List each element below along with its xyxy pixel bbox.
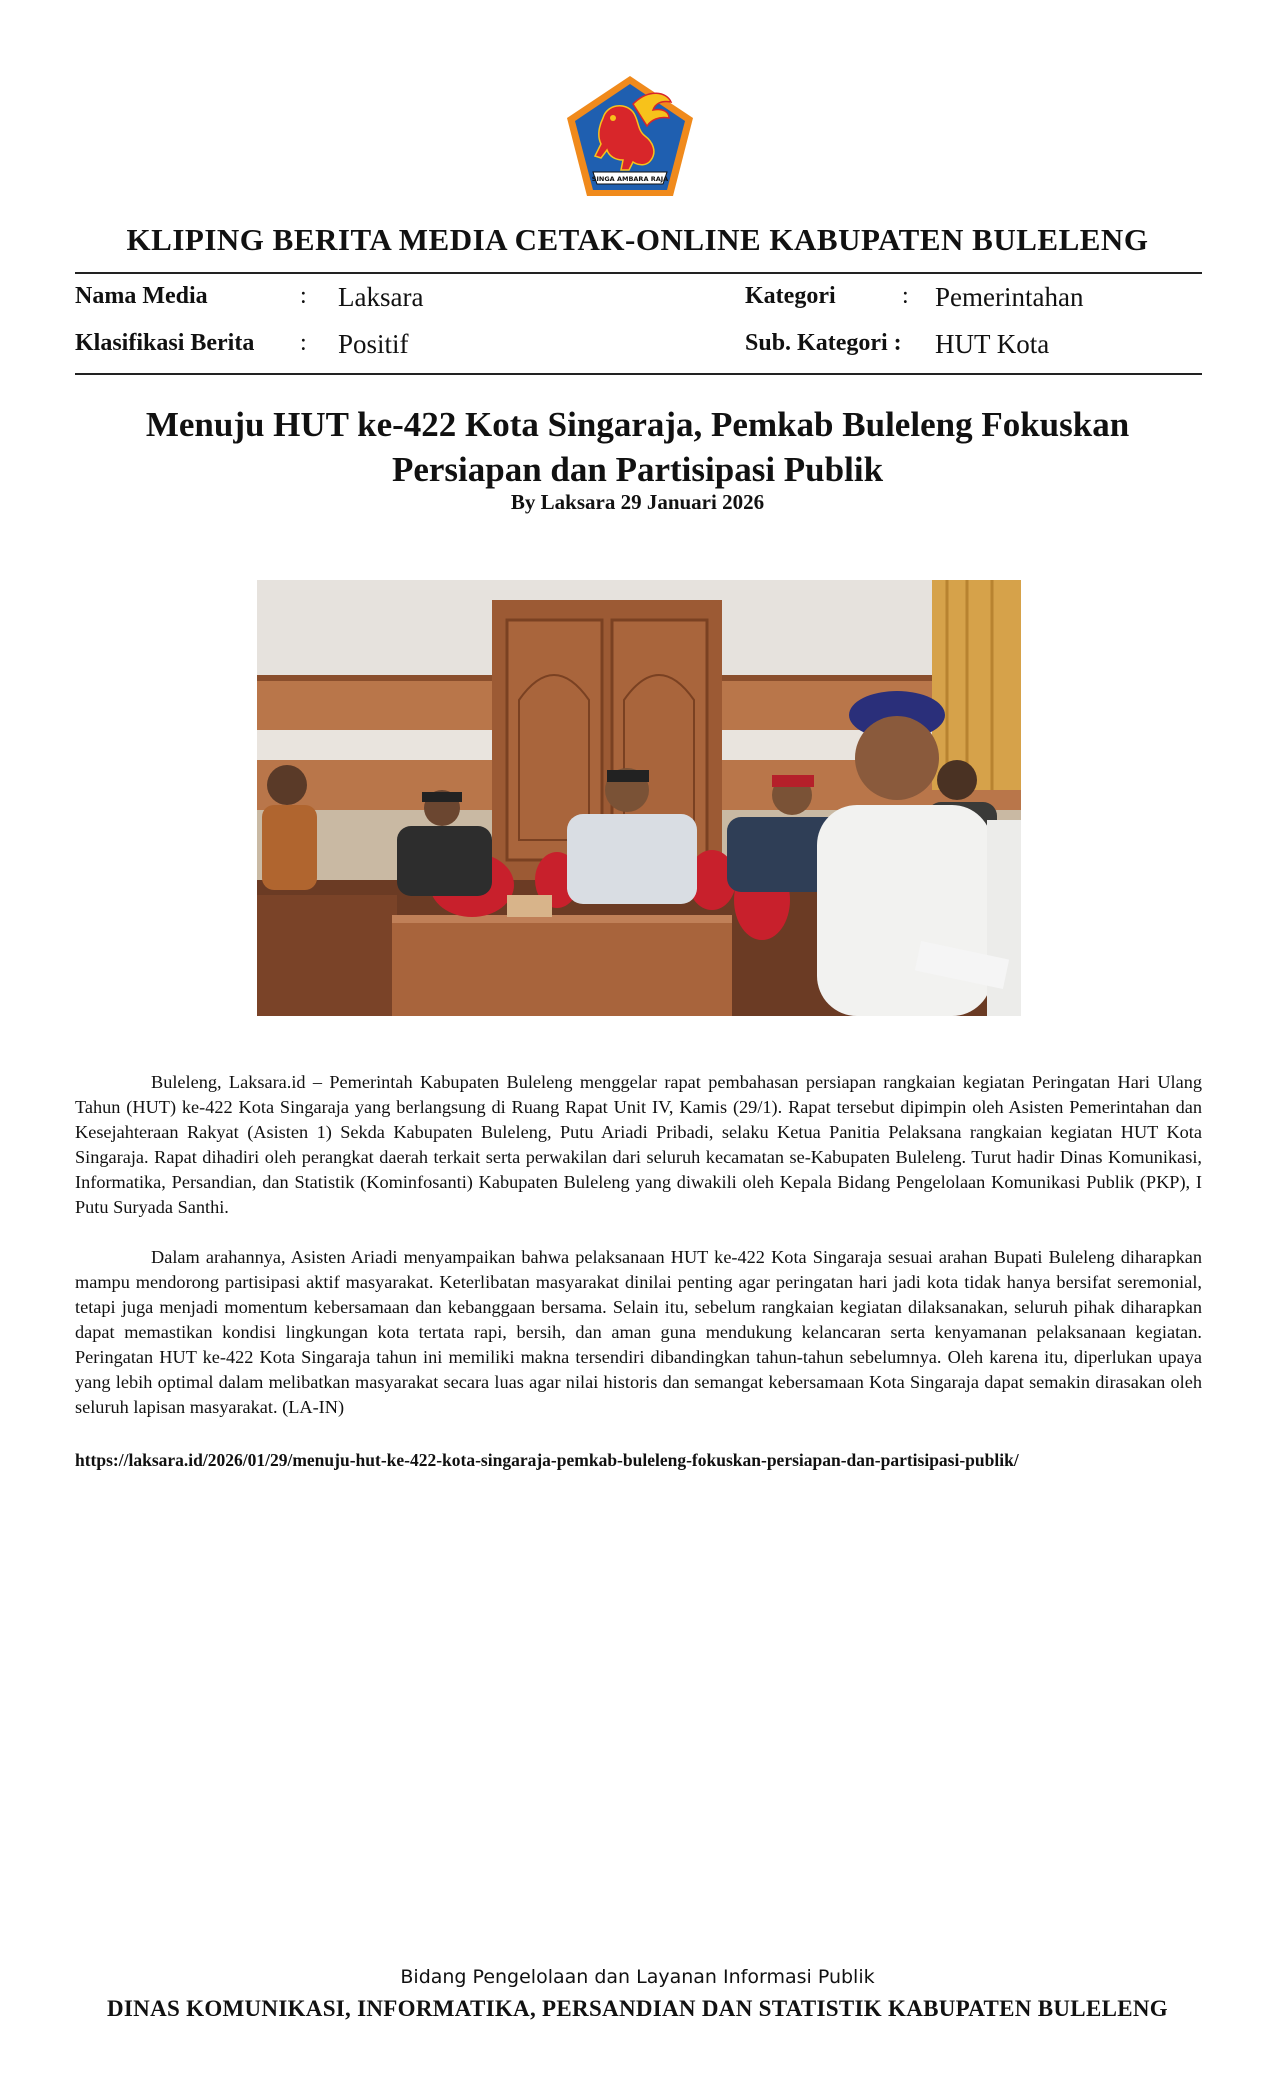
kategori-colon: : xyxy=(902,283,909,309)
buleleng-emblem-logo xyxy=(563,74,697,200)
headline-line-1: Menuju HUT ke-422 Kota Singaraja, Pemkab Buleleng Fokuskan xyxy=(145,405,1130,444)
footer-agency: DINAS KOMUNIKASI, INFORMATIKA, PERSANDIAN DAN STATISTIK KABUPATEN BULELENG xyxy=(107,1996,1168,2021)
headline-line-2: Persiapan dan Partisipasi Publik xyxy=(391,450,884,489)
top-divider xyxy=(75,272,1202,274)
kategori-value: Pemerintahan xyxy=(935,282,1084,312)
article-headline xyxy=(90,402,1185,492)
footer-office: Bidang Pengelolaan dan Layanan Informasi Publik xyxy=(400,1966,875,1988)
nama-media-colon: : xyxy=(300,283,307,309)
klasifikasi-value: Positif xyxy=(338,329,409,359)
sub-kategori-label: Sub. Kategori : xyxy=(745,330,902,356)
logo-motto: SINGA AMBARA RAJA xyxy=(591,175,669,183)
klasifikasi-colon: : xyxy=(300,330,307,356)
article-body xyxy=(75,1070,1202,1445)
kategori-label: Kategori xyxy=(745,283,836,309)
source-link[interactable]: https://laksara.id/2026/01/29/menuju-hut-ke-422-kota-singaraja-pemkab-buleleng-fokuskan-persiapan-dan-partisipasi-publik/ xyxy=(75,1450,1019,1470)
article-paragraph-1: Buleleng, Laksara.id – Pemerintah Kabupaten Buleleng menggelar rapat pembahasan persiapan rangkaian kegiatan Peringatan Hari Ulang Tahun (HUT) ke-422 Kota Singaraja yang berlangsung di Ruang Rapat Unit IV, Kamis (29/1). Rapat tersebut dipimpin oleh Asisten Pemerintahan dan Kesejahteraan Rakyat (Asisten 1) Sekda Kabupaten Buleleng, Putu Ariadi Pribadi, selaku Ketua Panitia Pelaksana rangkaian kegiatan HUT Kota Singaraja. Rapat dihadiri oleh perangkat daerah terkait serta perwakilan dari seluruh kecamatan se-Kabupaten Buleleng. Turut hadir Dinas Komunikasi, Informatika, Persandian, dan Statistik (Kominfosanti) Kabupaten Buleleng yang diwakili oleh Kepala Bidang Pengelolaan Komunikasi Publik (PKP), I Putu Suryada Santhi. xyxy=(75,1072,1202,1217)
sub-kategori-value: HUT Kota xyxy=(935,329,1050,359)
article-byline: By Laksara 29 Januari 2026 xyxy=(510,490,765,514)
article-paragraph-2: Dalam arahannya, Asisten Ariadi menyampaikan bahwa pelaksanaan HUT ke-422 Kota Singaraja sesuai arahan Bupati Buleleng diharapkan mampu mendorong partisipasi aktif masyarakat. Keterlibatan masyarakat dinilai penting agar peringatan hari jadi kota tidak hanya bersifat seremonial, tetapi juga menjadi momentum kebersamaan dan kebanggaan bersama. Selain itu, sebelum rangkaian kegiatan dilaksanakan, seluruh pihak diharapkan dapat memastikan kondisi lingkungan kota tertata rapi, bersih, dan aman guna mendukung kelancaran serta kenyamanan pelaksanaan kegiatan. Peringatan HUT ke-422 Kota Singaraja tahun ini memiliki makna tersendiri dibandingkan tahun-tahun sebelumnya. Oleh karena itu, diperlukan upaya yang lebih optimal dalam melibatkan masyarakat secara luas agar nilai historis dan semangat kebersamaan Kota Singaraja dapat semakin dirasakan oleh seluruh lapisan masyarakat. (LA-IN) xyxy=(75,1247,1202,1417)
meeting-photo xyxy=(257,580,1021,1016)
nama-media-label: Nama Media xyxy=(75,283,208,309)
klasifikasi-label: Klasifikasi Berita xyxy=(75,330,255,356)
nama-media-value: Laksara xyxy=(338,282,424,312)
bottom-divider xyxy=(75,373,1202,375)
document-title: KLIPING BERITA MEDIA CETAK-ONLINE KABUPATEN BULELENG xyxy=(126,222,1149,257)
